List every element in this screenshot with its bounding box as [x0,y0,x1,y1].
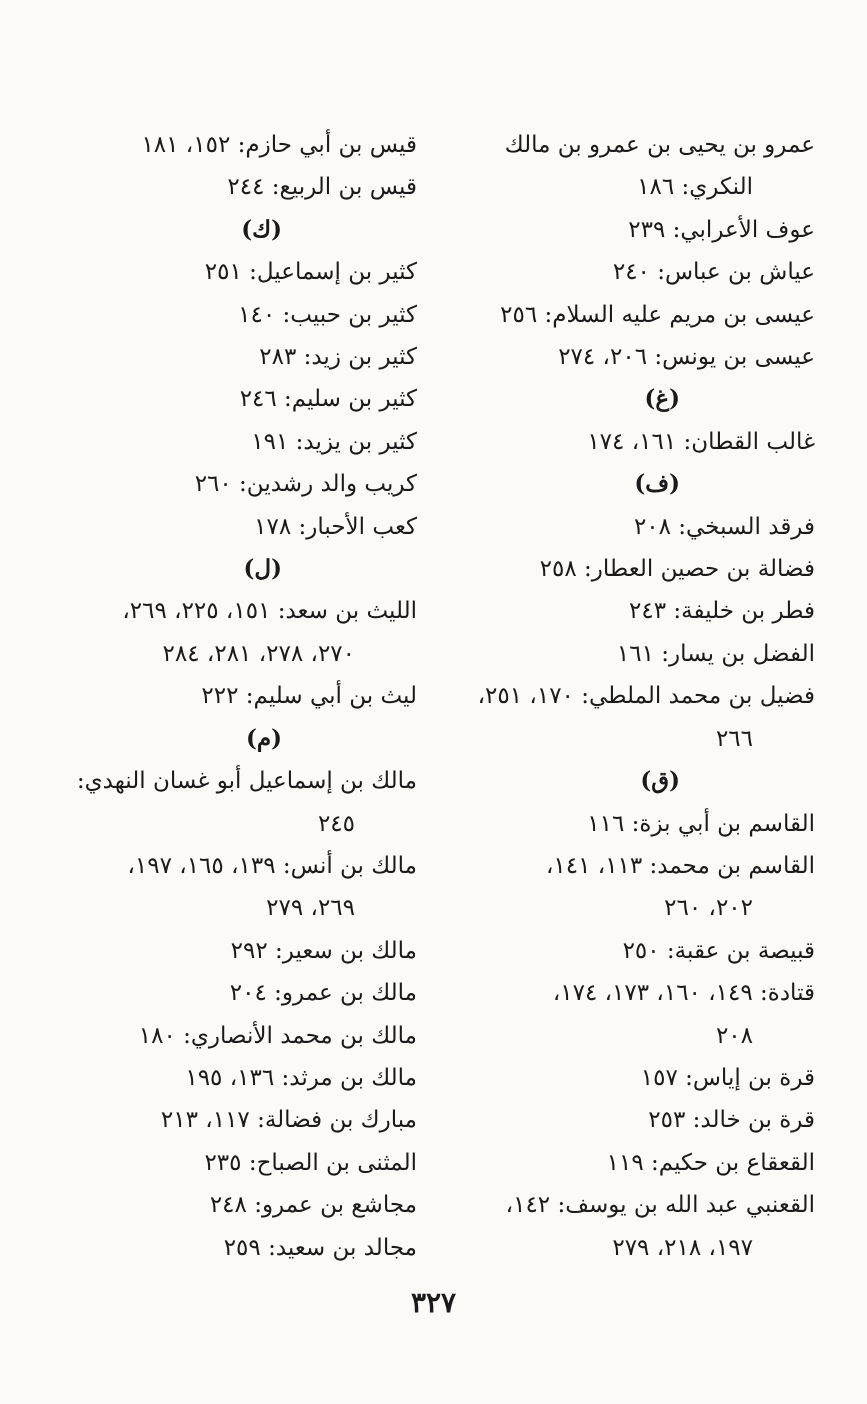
index-entry: مجالد بن سعيد: ٢٥٩ [223,1234,417,1261]
index-entry: غالب القطان: ١٦١، ١٧٤ [587,428,815,455]
index-entry: قيس بن أبي حازم: ١٥٢، ١٨١ [141,132,417,158]
index-entry: كثير بن حبيب: ١٤٠ [238,301,417,328]
index-entry: مالك بن مرثد: ١٣٦، ١٩٥ [185,1064,417,1091]
page-number: ٣٢٧ [410,1286,457,1319]
index-entry: مالك بن إسماعيل أبو غسان النهدي: [76,768,417,795]
index-letter-heading: (م) [245,724,282,752]
index-column-left [47,124,417,1269]
index-entry: قبيصة بن عقبة: ٢٥٠ [622,937,815,964]
index-entry: عيسى بن مريم عليه السلام: ٢٥٦ [500,301,815,328]
index-entry-continuation: ١٩٧، ٢١٨، ٢٧٩ [612,1234,753,1261]
index-entry-continuation: ٢٦٩، ٢٧٩ [266,895,355,922]
index-entry: ليث بن أبي سليم: ٢٢٢ [201,683,417,710]
index-entry: عياش بن عباس: ٢٤٠ [612,259,815,286]
index-entry: مالك بن أنس: ١٣٩، ١٦٥، ١٩٧، [127,852,417,879]
index-letter-heading: (ك) [241,215,282,243]
index-entry-continuation: ٢٤٥ [317,810,355,837]
index-entry: الفضل بن يسار: ١٦١ [616,640,815,667]
index-entry: عوف الأعرابي: ٢٣٩ [628,216,815,243]
index-entry: القعقاع بن حكيم: ١١٩ [606,1149,815,1176]
index-entry-continuation: النكري: ١٨٦ [637,174,753,201]
index-entry: عمرو بن يحيى بن عمرو بن مالك [504,132,815,158]
index-entry: مبارك بن فضالة: ١١٧، ٢١٣ [160,1107,417,1134]
index-letter-heading: (ل) [243,555,282,583]
index-entry: كثير بن يزيد: ١٩١ [251,428,417,455]
index-entry-continuation: ٢٠٢، ٢٦٠ [664,895,753,922]
index-entry: فضيل بن محمد الملطي: ١٧٠، ٢٥١، [477,683,815,710]
index-entry: كثير بن إسماعيل: ٢٥١ [204,259,417,286]
index-entry: مالك بن سعير: ٢٩٢ [230,937,417,964]
index-entry: كريب والد رشدين: ٢٦٠ [194,471,417,498]
index-entry: كعب الأحبار: ١٧٨ [254,513,417,540]
index-entry: مجاشع بن عمرو: ٢٤٨ [209,1192,417,1219]
index-entry: كثير بن زيد: ٢٨٣ [259,344,417,371]
index-column-right [465,124,815,1269]
index-letter-heading: (غ) [644,385,680,413]
index-letter-heading: (ف) [634,470,680,498]
index-entry: القاسم بن محمد: ١١٣، ١٤١، [545,852,815,879]
index-entry: عيسى بن يونس: ٢٠٦، ٢٧٤ [558,344,815,371]
index-entry: قتادة: ١٤٩، ١٦٠، ١٧٣، ١٧٤، [552,980,815,1007]
index-entry: قرة بن إياس: ١٥٧ [640,1064,815,1091]
index-entry-continuation: ٢٠٨ [715,1022,753,1049]
index-letter-heading: (ق) [640,767,680,795]
index-entry-continuation: ٢٧٠، ٢٧٨، ٢٨١، ٢٨٤ [162,640,355,667]
index-entry: قرة بن خالد: ٢٥٣ [648,1107,815,1134]
index-entry: فرقد السبخي: ٢٠٨ [633,513,815,540]
index-entry: فطر بن خليفة: ٢٤٣ [629,598,815,625]
index-entry: فضالة بن حصين العطار: ٢٥٨ [539,556,815,583]
index-entry: مالك بن عمرو: ٢٠٤ [229,980,417,1007]
index-entry: القعنبي عبد الله بن يوسف: ١٤٢، [505,1192,815,1219]
index-entry: قيس بن الربيع: ٢٤٤ [227,174,417,201]
index-entry-continuation: ٢٦٦ [715,725,753,752]
index-entry: كثير بن سليم: ٢٤٦ [239,386,417,413]
index-entry: مالك بن محمد الأنصاري: ١٨٠ [138,1022,417,1049]
index-entry: القاسم بن أبي بزة: ١١٦ [587,810,815,837]
index-entry: الليث بن سعد: ١٥١، ٢٢٥، ٢٦٩، [122,598,417,625]
index-entry: المثنى بن الصباح: ٢٣٥ [204,1149,417,1176]
